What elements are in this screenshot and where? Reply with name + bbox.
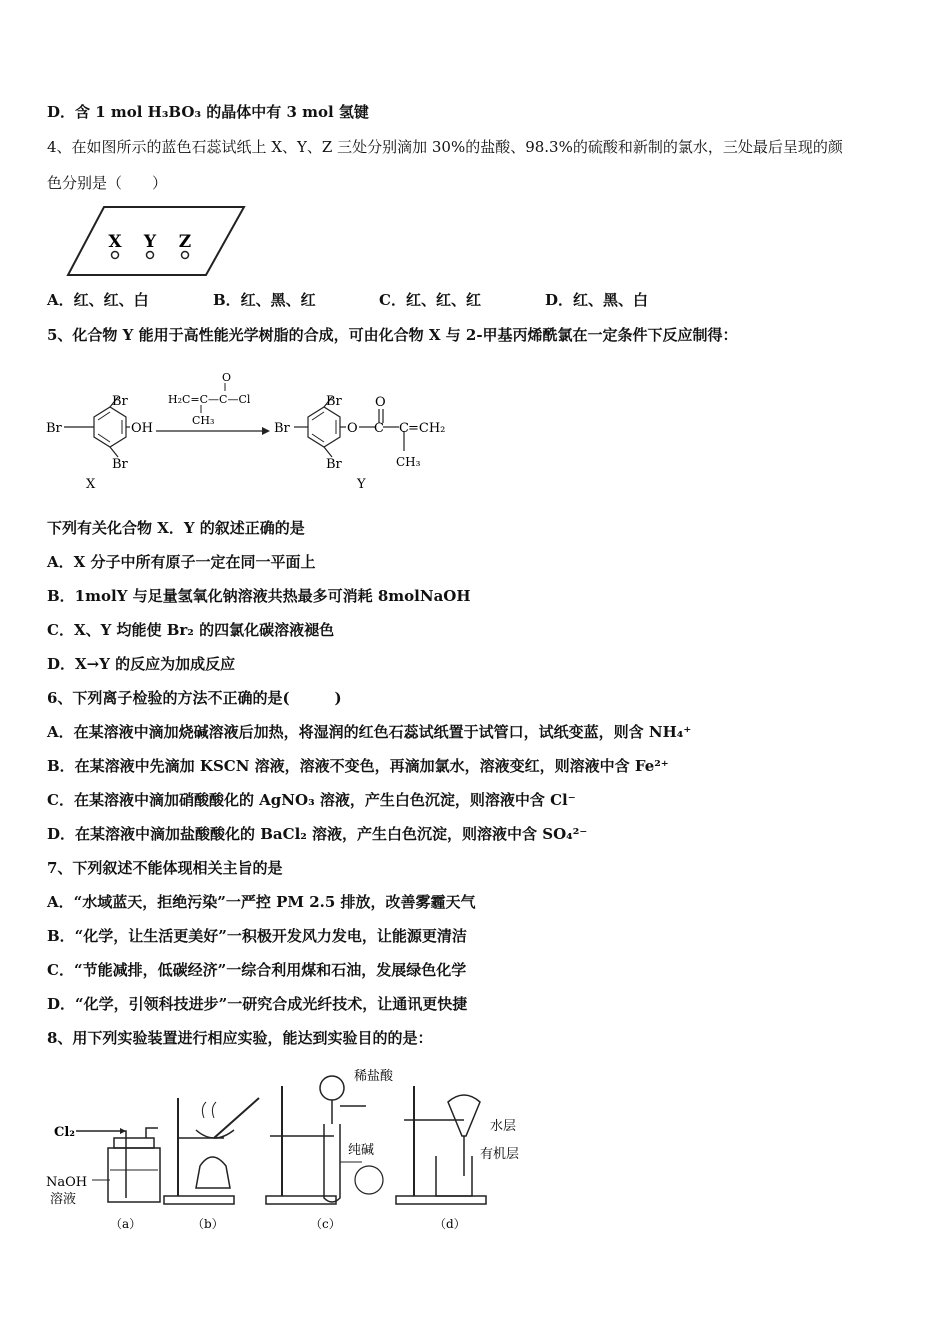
q7-option-a: A．“水域蓝天，拒绝污染”一严控 PM 2.5 排放，改善雾霾天气: [47, 893, 476, 911]
label-x: X: [108, 232, 122, 252]
svg-text:=CH₂: =CH₂: [408, 421, 446, 436]
svg-text:Br: Br: [326, 457, 342, 472]
q4-option-b: B．红、黑、红: [213, 291, 316, 309]
svg-text:C: C: [399, 421, 409, 436]
q7-option-d: D．“化学，引领科技进步”一研究合成光纤技术，让通讯更快捷: [47, 995, 468, 1013]
svg-text:（c）: （c）: [310, 1217, 341, 1231]
q6-option-a: A．在某溶液中滴加烧碱溶液后加热，将湿润的红色石蕊试纸置于试管口，试纸变蓝，则含 NH₄⁺: [47, 723, 692, 741]
svg-text:（d）: （d）: [434, 1217, 466, 1231]
q4-options: [47, 290, 711, 310]
q7-option-b: B．“化学，让生活更美好”一积极开发风力发电，让能源更清洁: [47, 927, 467, 945]
svg-text:溶液: 溶液: [50, 1192, 77, 1207]
q5-option-d: D．X→Y 的反应为加成反应: [47, 655, 236, 673]
drop-y: [147, 252, 154, 259]
q4-stem-line2: 色分别是（ ）: [47, 174, 168, 192]
label-compound-y: Y: [357, 477, 366, 492]
q4-option-a: A．红、红、白: [47, 291, 149, 309]
drop-z: [182, 252, 189, 259]
apparatus-b: [164, 1098, 259, 1231]
q6-option-d: D．在某溶液中滴加盐酸酸化的 BaCl₂ 溶液，产生白色沉淀，则溶液中含 SO₄²⁻: [47, 825, 588, 843]
reagent-formula: H₂C=C—C—Cl: [168, 393, 251, 406]
q8-stem: 8、用下列实验装置进行相应实验，能达到实验目的的是：: [47, 1029, 433, 1047]
svg-text:Br: Br: [112, 394, 128, 409]
svg-text:CH₃: CH₃: [396, 455, 421, 469]
q7-stem: 7、下列叙述不能体现相关主旨的是: [47, 859, 283, 877]
q5-option-b: B．1molY 与足量氢氧化钠溶液共热最多可消耗 8molNaOH: [47, 587, 471, 605]
drop-x: [112, 252, 119, 259]
q5-option-a: A．X 分子中所有原子一定在同一平面上: [47, 553, 316, 571]
litmus-paper-figure: [66, 205, 248, 277]
q7-option-c: C．“节能减排，低碳经济”一综合利用煤和石油，发展绿色化学: [47, 961, 467, 979]
svg-text:（b）: （b）: [192, 1217, 224, 1231]
svg-text:Br: Br: [326, 394, 342, 409]
apparatus-figure: [44, 1058, 544, 1238]
q5-sub: 下列有关化合物 X．Y 的叙述正确的是: [47, 519, 305, 537]
svg-text:Br: Br: [46, 421, 62, 436]
svg-text:纯碱: 纯碱: [348, 1143, 375, 1158]
apparatus-a: [46, 1125, 160, 1231]
reaction-arrow: [156, 371, 270, 435]
q6-option-c: C．在某溶液中滴加硝酸酸化的 AgNO₃ 溶液，产生白色沉淀，则溶液中含 Cl⁻: [47, 791, 576, 809]
q5-option-c: C．X、Y 均能使 Br₂ 的四氯化碳溶液褪色: [47, 621, 335, 639]
q6-stem: 6、下列离子检验的方法不正确的是( ): [47, 689, 342, 707]
svg-text:O: O: [347, 421, 358, 436]
reaction-scheme: [44, 365, 464, 495]
svg-text:稀盐酸: 稀盐酸: [354, 1069, 394, 1084]
svg-text:Br: Br: [274, 421, 290, 436]
svg-text:有机层: 有机层: [480, 1147, 520, 1162]
svg-text:Br: Br: [112, 457, 128, 472]
label-y: Y: [143, 232, 157, 252]
svg-text:C: C: [374, 421, 384, 436]
compound-x: [46, 394, 153, 492]
svg-text:Cl₂: Cl₂: [54, 1125, 75, 1140]
label-compound-x: X: [86, 477, 96, 492]
q4-option-c: C．红、红、红: [379, 291, 481, 309]
label-z: Z: [178, 232, 192, 252]
svg-text:CH₃: CH₃: [192, 414, 215, 427]
svg-text:O: O: [375, 395, 386, 410]
q4-stem-line1: 4、在如图所示的蓝色石蕊试纸上 X、Y、Z 三处分别滴加 30%的盐酸、98.3%的硫酸和新制的氯水，三处最后呈现的颜: [47, 138, 843, 156]
svg-text:OH: OH: [131, 421, 153, 436]
svg-text:NaOH: NaOH: [46, 1175, 88, 1190]
apparatus-c: [266, 1068, 394, 1231]
svg-text:O: O: [222, 371, 232, 384]
compound-y: [274, 394, 445, 492]
q5-stem: 5、化合物 Y 能用于高性能光学树脂的合成，可由化合物 X 与 2-甲基丙烯酰氯在一定条件下反应制得：: [47, 326, 738, 344]
svg-text:水层: 水层: [490, 1119, 517, 1134]
apparatus-d: [396, 1086, 519, 1231]
svg-text:（a）: （a）: [110, 1217, 142, 1231]
q3-option-d: D．含 1 mol H₃BO₃ 的晶体中有 3 mol 氢键: [47, 103, 369, 121]
q6-option-b: B．在某溶液中先滴加 KSCN 溶液，溶液不变色，再滴加氯水，溶液变红，则溶液中含 Fe²⁺: [47, 757, 669, 775]
q4-option-d: D．红、黑、白: [545, 291, 649, 309]
